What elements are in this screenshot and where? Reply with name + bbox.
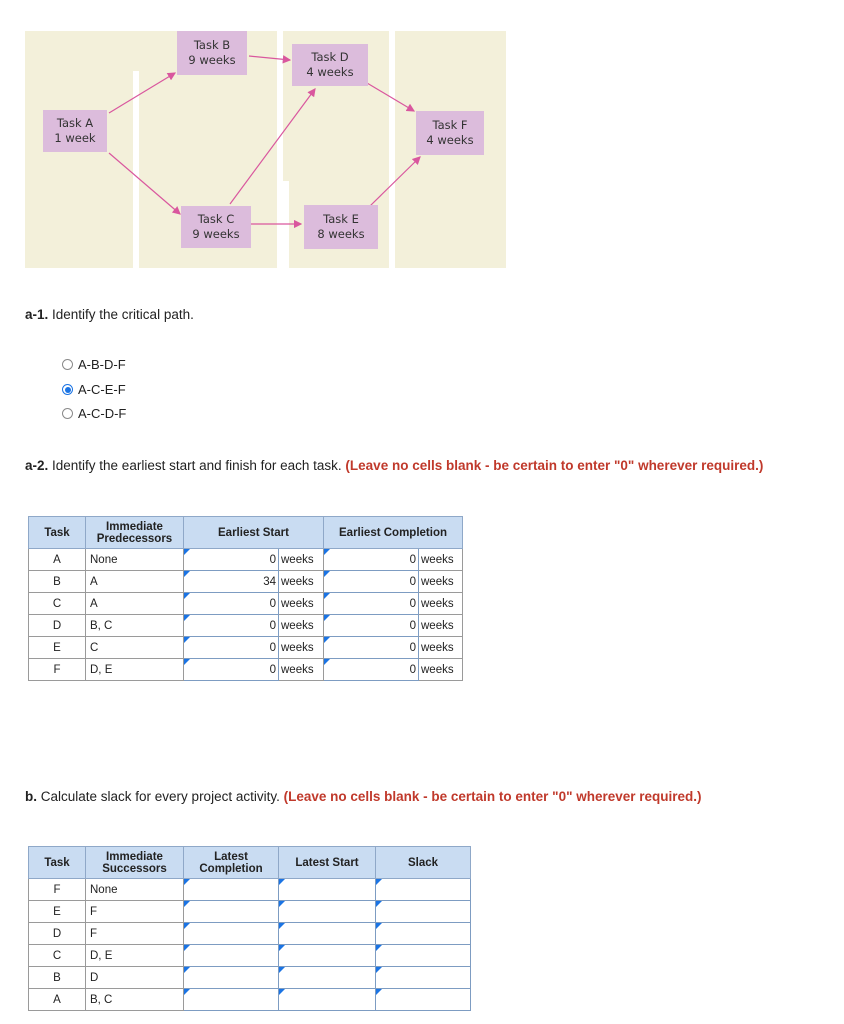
earliest-start-input[interactable] — [184, 549, 279, 571]
table-row — [29, 549, 463, 571]
input-flag-icon — [376, 967, 382, 973]
earliest-completion-input[interactable] — [324, 637, 419, 659]
input-flag-icon — [184, 549, 190, 555]
earliest-start-value: 0 — [269, 619, 276, 632]
earliest-start-value: 0 — [269, 553, 276, 566]
arrow-b-d — [249, 56, 290, 60]
input-flag-icon — [324, 659, 330, 665]
input-flag-icon — [376, 879, 382, 885]
option-label: A-B-D-F — [78, 357, 126, 372]
earliest-completion-value: 0 — [409, 619, 416, 632]
table-row — [29, 593, 463, 615]
task-e-name: Task E — [323, 212, 359, 226]
unit-label: weeks — [279, 593, 324, 615]
predecessor-cell: C — [86, 637, 184, 659]
table-row — [29, 637, 463, 659]
task-cell: D — [29, 615, 86, 637]
option-a-c-e-f[interactable] — [62, 382, 126, 397]
arrow-e-f — [370, 157, 420, 206]
question-b-hint: (Leave no cells blank - be certain to enter "0" wherever required.) — [283, 789, 702, 804]
task-cell: E — [29, 637, 86, 659]
earliest-completion-input[interactable] — [324, 571, 419, 593]
predecessor-cell: None — [86, 549, 184, 571]
option-a-c-d-f[interactable] — [62, 406, 126, 421]
earliest-completion-value: 0 — [409, 641, 416, 654]
table-row — [29, 923, 471, 945]
unit-label: weeks — [419, 615, 463, 637]
task-cell: A — [29, 989, 86, 1011]
question-b-label: b. — [25, 789, 37, 804]
option-label: A-C-E-F — [78, 382, 126, 397]
input-flag-icon — [279, 989, 285, 995]
earliest-start-table — [28, 516, 463, 681]
input-flag-icon — [376, 989, 382, 995]
input-flag-icon — [184, 945, 190, 951]
radio-button-selected[interactable] — [62, 384, 73, 395]
task-c-name: Task C — [197, 212, 235, 226]
latest-completion-input[interactable] — [184, 923, 279, 945]
earliest-start-value: 34 — [263, 575, 276, 588]
task-e-duration: 8 weeks — [317, 227, 365, 241]
col-header-slack: Slack — [376, 847, 471, 879]
question-b — [25, 789, 702, 804]
unit-label: weeks — [419, 593, 463, 615]
col-header-task: Task — [29, 517, 86, 549]
arrow-a-c — [109, 153, 180, 214]
table-row — [29, 967, 471, 989]
input-flag-icon — [376, 945, 382, 951]
earliest-start-input[interactable] — [184, 571, 279, 593]
latest-start-input[interactable] — [279, 967, 376, 989]
table-row — [29, 571, 463, 593]
unit-label: weeks — [279, 571, 324, 593]
successor-cell: B, C — [86, 989, 184, 1011]
latest-completion-input[interactable] — [184, 879, 279, 901]
slack-input[interactable] — [376, 879, 471, 901]
input-flag-icon — [184, 571, 190, 577]
question-a1 — [25, 307, 194, 322]
latest-start-input[interactable] — [279, 989, 376, 1011]
input-flag-icon — [184, 615, 190, 621]
unit-label: weeks — [419, 571, 463, 593]
task-cell: B — [29, 967, 86, 989]
unit-label: weeks — [279, 659, 324, 681]
table-row — [29, 945, 471, 967]
successor-cell: F — [86, 901, 184, 923]
earliest-completion-input[interactable] — [324, 615, 419, 637]
option-label: A-C-D-F — [78, 406, 127, 421]
task-cell: C — [29, 945, 86, 967]
unit-label: weeks — [279, 637, 324, 659]
task-f-node — [416, 111, 484, 155]
task-cell: B — [29, 571, 86, 593]
col-header-task: Task — [29, 847, 86, 879]
latest-completion-input[interactable] — [184, 901, 279, 923]
input-flag-icon — [376, 923, 382, 929]
input-flag-icon — [324, 593, 330, 599]
earliest-start-value: 0 — [269, 663, 276, 676]
successor-cell: D — [86, 967, 184, 989]
input-flag-icon — [324, 637, 330, 643]
table-row — [29, 879, 471, 901]
unit-label: weeks — [279, 549, 324, 571]
input-flag-icon — [184, 659, 190, 665]
col-header-latest-start: Latest Start — [279, 847, 376, 879]
task-c-node — [181, 206, 251, 248]
input-flag-icon — [184, 901, 190, 907]
col-header-successors: Immediate Successors — [86, 847, 184, 879]
earliest-completion-input[interactable] — [324, 549, 419, 571]
latest-start-input[interactable] — [279, 901, 376, 923]
slack-input[interactable] — [376, 923, 471, 945]
earliest-completion-value: 0 — [409, 663, 416, 676]
slack-input[interactable] — [376, 945, 471, 967]
predecessor-cell: B, C — [86, 615, 184, 637]
predecessor-cell: D, E — [86, 659, 184, 681]
table-row — [29, 615, 463, 637]
input-flag-icon — [184, 593, 190, 599]
slack-table — [28, 846, 471, 1011]
earliest-start-input[interactable] — [184, 593, 279, 615]
earliest-completion-value: 0 — [409, 575, 416, 588]
question-a2-text: Identify the earliest start and finish for each task. — [48, 458, 346, 473]
arrow-a-b — [109, 73, 175, 113]
task-cell: F — [29, 879, 86, 901]
task-a-duration: 1 week — [54, 131, 96, 145]
task-b-duration: 9 weeks — [188, 53, 236, 67]
task-e-node — [304, 205, 378, 249]
predecessor-cell: A — [86, 593, 184, 615]
unit-label: weeks — [419, 659, 463, 681]
col-header-latest-completion: Latest Completion — [184, 847, 279, 879]
slack-input[interactable] — [376, 901, 471, 923]
question-b-text: Calculate slack for every project activity. — [37, 789, 284, 804]
successor-cell: D, E — [86, 945, 184, 967]
input-flag-icon — [184, 879, 190, 885]
earliest-start-input[interactable] — [184, 659, 279, 681]
predecessor-cell: A — [86, 571, 184, 593]
task-c-duration: 9 weeks — [192, 227, 240, 241]
input-flag-icon — [279, 879, 285, 885]
task-cell: C — [29, 593, 86, 615]
latest-start-input[interactable] — [279, 879, 376, 901]
col-header-predecessors: Immediate Predecessors — [86, 517, 184, 549]
table-row — [29, 901, 471, 923]
option-a-b-d-f[interactable] — [62, 357, 126, 372]
input-flag-icon — [279, 901, 285, 907]
input-flag-icon — [184, 989, 190, 995]
latest-start-input[interactable] — [279, 945, 376, 967]
question-a2-label: a-2. — [25, 458, 49, 473]
earliest-start-value: 0 — [269, 597, 276, 610]
input-flag-icon — [184, 637, 190, 643]
task-d-duration: 4 weeks — [306, 65, 354, 79]
successor-cell: F — [86, 923, 184, 945]
task-d-name: Task D — [311, 50, 349, 64]
col-header-earliest-start: Earliest Start — [184, 517, 324, 549]
input-flag-icon — [279, 945, 285, 951]
task-cell: E — [29, 901, 86, 923]
arrow-d-f — [367, 83, 414, 111]
latest-start-input[interactable] — [279, 923, 376, 945]
earliest-start-input[interactable] — [184, 615, 279, 637]
task-cell: D — [29, 923, 86, 945]
input-flag-icon — [279, 923, 285, 929]
radio-button[interactable] — [62, 359, 73, 370]
network-diagram — [25, 31, 506, 268]
successor-cell: None — [86, 879, 184, 901]
input-flag-icon — [324, 549, 330, 555]
question-a1-label: a-1. — [25, 307, 49, 322]
question-a2-hint: (Leave no cells blank - be certain to enter "0" wherever required.) — [345, 458, 764, 473]
input-flag-icon — [324, 571, 330, 577]
input-flag-icon — [279, 967, 285, 973]
unit-label: weeks — [419, 637, 463, 659]
task-cell: F — [29, 659, 86, 681]
table-row — [29, 659, 463, 681]
unit-label: weeks — [279, 615, 324, 637]
earliest-completion-value: 0 — [409, 553, 416, 566]
task-a-name: Task A — [56, 116, 94, 130]
earliest-start-value: 0 — [269, 641, 276, 654]
task-b-node — [177, 31, 247, 75]
arrow-c-d — [230, 89, 315, 204]
earliest-completion-value: 0 — [409, 597, 416, 610]
col-header-earliest-completion: Earliest Completion — [324, 517, 463, 549]
question-a2 — [25, 458, 763, 473]
task-b-name: Task B — [193, 38, 231, 52]
latest-completion-input[interactable] — [184, 945, 279, 967]
task-f-duration: 4 weeks — [426, 133, 474, 147]
task-f-name: Task F — [432, 118, 468, 132]
input-flag-icon — [376, 901, 382, 907]
input-flag-icon — [184, 923, 190, 929]
question-a1-text: Identify the critical path. — [48, 307, 194, 322]
input-flag-icon — [324, 615, 330, 621]
earliest-start-input[interactable] — [184, 637, 279, 659]
unit-label: weeks — [419, 549, 463, 571]
task-cell: A — [29, 549, 86, 571]
latest-completion-input[interactable] — [184, 967, 279, 989]
table-row — [29, 989, 471, 1011]
task-d-node — [292, 44, 368, 86]
latest-completion-input[interactable] — [184, 989, 279, 1011]
earliest-completion-input[interactable] — [324, 593, 419, 615]
slack-input[interactable] — [376, 967, 471, 989]
task-a-node — [43, 110, 107, 152]
slack-input[interactable] — [376, 989, 471, 1011]
radio-button[interactable] — [62, 408, 73, 419]
input-flag-icon — [184, 967, 190, 973]
earliest-completion-input[interactable] — [324, 659, 419, 681]
